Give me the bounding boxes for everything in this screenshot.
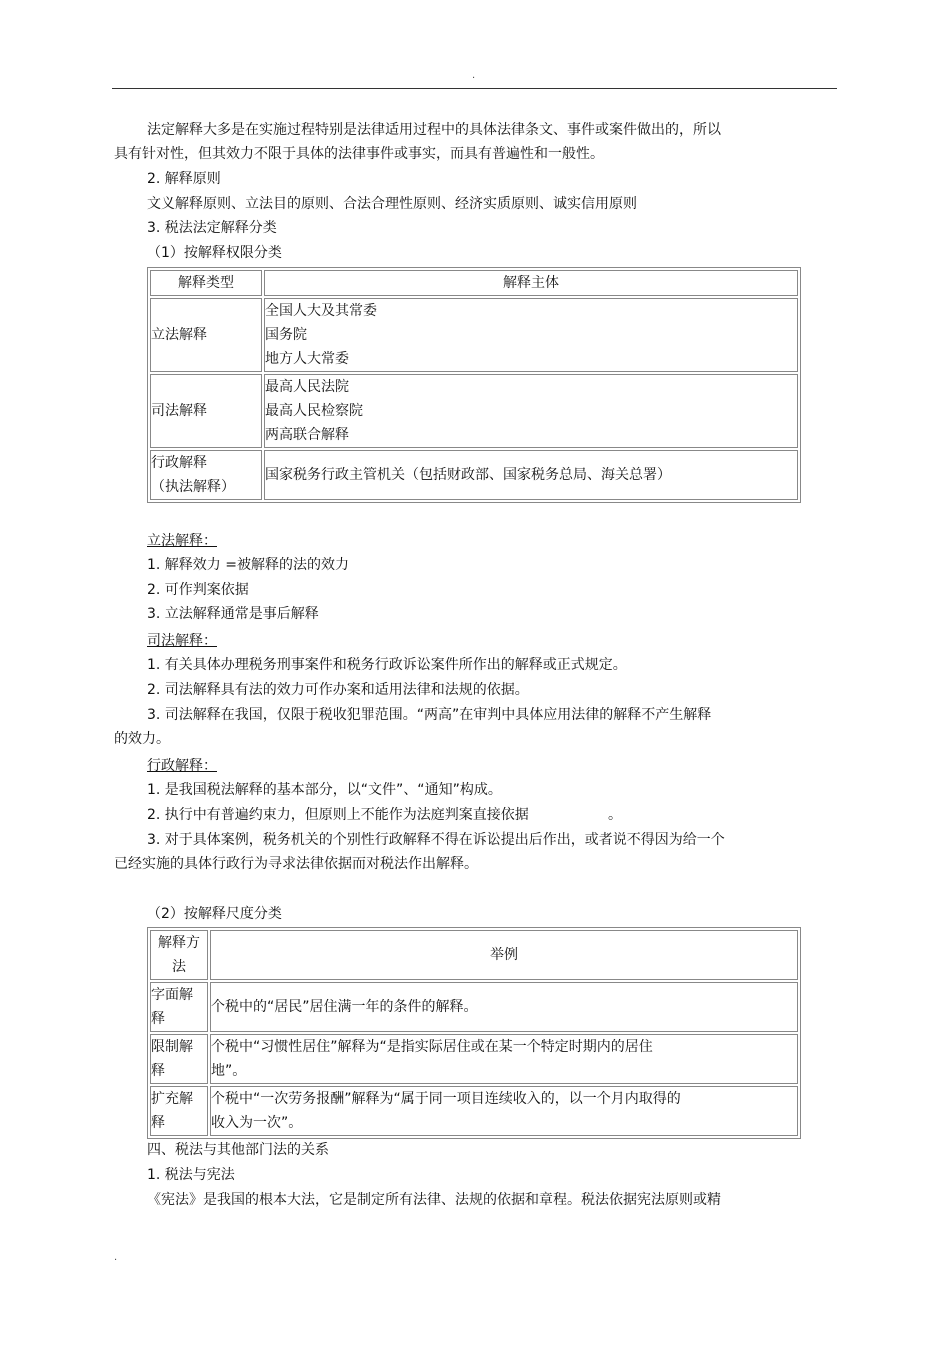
table-scope-header-method: 解释方 法 <box>150 930 208 980</box>
legislative-item-1: 1. 解释效力 =被解释的法的效力 <box>147 557 349 573</box>
classification-sub2: （2）按解释尺度分类 <box>147 906 282 922</box>
section4-sub1: 1. 税法与宪法 <box>147 1167 235 1183</box>
administrative-title: 行政解释： <box>147 758 217 774</box>
administrative-item-3-line-2: 已经实施的具体行政行为寻求法律依据而对税法作出解释。 <box>114 856 478 872</box>
table-scope-header-example: 举例 <box>210 930 798 980</box>
administrative-item-1: 1. 是我国税法解释的基本部分，以“文件”、“通知”构成。 <box>147 782 502 798</box>
header-rule <box>112 88 837 89</box>
table-row-method: 字面解 释 <box>150 982 208 1032</box>
judicial-item-2: 2. 司法解释具有法的效力可作办案和适用法律和法规的依据。 <box>147 682 529 698</box>
administrative-item-2: 2. 执行中有普遍约束力，但原则上不能作为法庭判案直接依据 <box>147 807 529 823</box>
judicial-item-1: 1. 有关具体办理税务刑事案件和税务行政诉讼案件所作出的解释或正式规定。 <box>147 657 627 673</box>
table-scope <box>147 927 801 1139</box>
table-row-bodies: 国家税务行政主管机关（包括财政部、国家税务总局、海关总署） <box>264 450 798 500</box>
table-authority-header-type: 解释类型 <box>150 270 262 296</box>
section4-heading: 四、税法与其他部门法的关系 <box>147 1142 329 1158</box>
administrative-item-2-end: 。 <box>608 807 622 823</box>
principles-text: 文义解释原则、立法目的原则、合法合理性原则、经济实质原则、诚实信用原则 <box>147 196 637 212</box>
table-row-example: 个税中“一次劳务报酬”解释为“属于同一项目连续收入的，以一个月内取得的 收入为一次”。 <box>210 1086 798 1136</box>
footer-dot: . <box>114 1252 118 1263</box>
principles-heading: 2. 解释原则 <box>147 171 221 187</box>
judicial-item-3: 3. 司法解释在我国，仅限于税收犯罪范围。“两高”在审判中具体应用法律的解释不产生解释 <box>147 707 712 723</box>
table-authority <box>147 267 801 503</box>
table-row-bodies: 全国人大及其常委 国务院 地方人大常委 <box>264 298 798 372</box>
legislative-item-2: 2. 可作判案依据 <box>147 582 249 598</box>
classification-heading: 3. 税法法定解释分类 <box>147 220 277 236</box>
intro-line-2: 具有针对性，但其效力不限于具体的法律事件或事实，而具有普遍性和一般性。 <box>114 146 604 162</box>
classification-sub1: （1）按解释权限分类 <box>147 245 282 261</box>
judicial-title: 司法解释： <box>147 633 217 649</box>
table-row-type: 司法解释 <box>150 374 262 448</box>
table-row-method: 限制解 释 <box>150 1034 208 1084</box>
administrative-item-3-line-1: 3. 对于具体案例，税务机关的个别性行政解释不得在诉讼提出后作出，或者说不得因为给一个 <box>147 832 725 848</box>
table-row-type: 行政解释 （执法解释） <box>150 450 262 500</box>
legislative-title: 立法解释： <box>147 533 217 549</box>
table-row-example: 个税中“习惯性居住”解释为“是指实际居住或在某一个特定时期内的居住 地”。 <box>210 1034 798 1084</box>
table-authority-header-body: 解释主体 <box>264 270 798 296</box>
section4-text: 《宪法》是我国的根本大法，它是制定所有法律、法规的依据和章程。税法依据宪法原则或精 <box>147 1192 721 1208</box>
table-row-type: 立法解释 <box>150 298 262 372</box>
table-row-example: 个税中的“居民”居住满一年的条件的解释。 <box>210 982 798 1032</box>
table-row-bodies: 最高人民法院 最高人民检察院 两高联合解释 <box>264 374 798 448</box>
intro-line-1: 法定解释大多是在实施过程特别是法律适用过程中的具体法律条文、事件或案件做出的，所以 <box>147 122 721 138</box>
judicial-item-3-cont: 的效力。 <box>114 731 170 747</box>
header-dot: . <box>472 70 476 81</box>
table-row-method: 扩充解 释 <box>150 1086 208 1136</box>
legislative-item-3: 3. 立法解释通常是事后解释 <box>147 606 319 622</box>
